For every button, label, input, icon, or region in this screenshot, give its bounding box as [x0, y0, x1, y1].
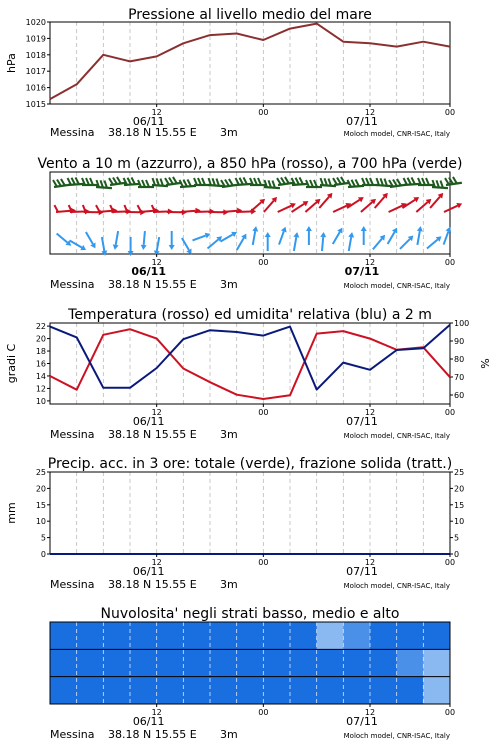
date-label: 07/11: [346, 565, 378, 578]
y-tick-label-right: 0: [454, 550, 460, 559]
wind-barb-700: [418, 178, 434, 185]
arrow-shaft: [400, 239, 410, 249]
cloud-cell: [290, 677, 317, 705]
arrow-shaft: [319, 197, 329, 208]
y-tick-label: 14: [35, 371, 46, 381]
wind-arrow-10m: [414, 226, 423, 246]
y-tick-label-right: 25: [454, 468, 465, 477]
date-label: 06/11: [132, 715, 165, 728]
arrow-head: [231, 229, 238, 237]
cloud-cell: [263, 677, 290, 705]
arrow-head: [446, 226, 453, 233]
cloud-cell: [343, 622, 370, 650]
model-credit: Moloch model, CNR-ISAC, Italy: [343, 432, 450, 440]
x-tick-label: 00: [258, 108, 269, 117]
date-label: 07/11: [346, 115, 378, 128]
arrow-shaft: [430, 197, 440, 208]
arrow-shaft: [294, 237, 296, 251]
x-tick-label: 00: [444, 408, 456, 417]
arrow-shaft: [86, 232, 93, 244]
arrow-shaft: [349, 237, 351, 251]
date-label: 06/11: [132, 115, 165, 128]
x-tick-label: 00: [258, 408, 269, 417]
wind-arrow-850: [303, 197, 322, 215]
arrow-shaft: [102, 237, 104, 251]
wind-arrow-10m: [425, 234, 443, 251]
wind-arrow-850: [54, 203, 76, 215]
cloud-cell: [423, 649, 450, 677]
arrow-shaft: [417, 231, 419, 245]
arrow-head: [392, 226, 400, 233]
cloud-cell: [370, 622, 397, 650]
cloud-cell: [130, 677, 157, 705]
location-name: Messina: [50, 578, 95, 591]
location-coords: 38.18 N 15.55 E: [108, 126, 197, 139]
date-label: 07/11: [346, 715, 378, 728]
wind-arrow-850: [401, 195, 421, 211]
arrow-shaft: [221, 235, 233, 242]
wind-arrow-10m: [153, 237, 162, 257]
arrow-head: [348, 232, 355, 238]
y-tick-label: 15: [35, 500, 46, 510]
wind-barb-700: [82, 178, 98, 185]
arrow-shaft: [181, 211, 196, 212]
wind-arrow-10m: [179, 236, 194, 255]
cloud-cell: [317, 677, 344, 705]
arrow-shaft: [388, 232, 395, 244]
x-tick-label: 12: [151, 108, 162, 117]
y-tick-label: 1020: [25, 18, 46, 27]
cloud-cell: [210, 677, 237, 705]
location-elevation: 3m: [220, 428, 238, 441]
y-tick-label: 0: [40, 550, 46, 559]
y-tick-label: 20: [35, 334, 46, 344]
plot-frame: [50, 472, 450, 554]
arrow-head: [90, 243, 98, 250]
arrow-shaft: [144, 231, 145, 245]
arrow-head: [306, 226, 312, 231]
cloud-cell: [263, 622, 290, 650]
wind-arrow-10m: [398, 233, 416, 251]
wind-arrow-10m: [385, 226, 400, 245]
location-elevation: 3m: [220, 278, 238, 291]
wind-arrow-850: [345, 195, 365, 211]
wind-arrow-850: [443, 201, 464, 215]
y-tick-label: 1017: [25, 67, 46, 77]
arrow-head: [101, 250, 108, 256]
model-credit: Moloch model, CNR-ISAC, Italy: [343, 130, 450, 138]
cloud-title: Nuvolosita' negli strati basso, medio e alto: [100, 606, 400, 622]
cloud-cell: [50, 622, 77, 650]
plot-frame: [50, 22, 450, 104]
date-label: 07/11: [344, 265, 380, 278]
cloud-cell: [77, 677, 104, 705]
arrow-head: [169, 245, 175, 250]
cloud-cell: [50, 649, 77, 677]
x-tick-label: 12: [151, 558, 162, 567]
cloud-cell: [157, 649, 184, 677]
temp-y-label: gradi C: [5, 343, 18, 384]
cloud-cell: [423, 677, 450, 705]
cloud-cell: [370, 677, 397, 705]
location-coords: 38.18 N 15.55 E: [108, 428, 197, 441]
arrow-shaft: [195, 211, 210, 212]
wind-arrow-10m: [291, 232, 300, 252]
wind-arrow-10m: [169, 231, 175, 250]
arrow-head: [281, 226, 288, 233]
x-tick-label: 12: [364, 558, 376, 567]
y-tick-label: 20: [35, 484, 46, 494]
wind-arrow-850: [332, 201, 353, 215]
humidity-series-line: [50, 325, 450, 390]
cloud-cell: [77, 622, 104, 650]
y-tick-label-right: 100: [454, 319, 470, 328]
wind-barb-700: [236, 177, 252, 185]
x-tick-label: 00: [444, 108, 456, 117]
wind-arrow-10m: [68, 238, 87, 253]
wind-barb-700: [180, 179, 196, 187]
cloud-cell: [103, 649, 130, 677]
arrow-shaft: [375, 197, 385, 208]
arrow-head: [417, 226, 424, 232]
location-coords: 38.18 N 15.55 E: [108, 728, 197, 741]
location-name: Messina: [50, 278, 95, 291]
cloud-cell: [397, 649, 424, 677]
y-tick-label-right: 60: [454, 391, 465, 400]
y-tick-label: 10: [35, 517, 46, 527]
y-tick-label: 1018: [25, 50, 46, 60]
wind-arrow-10m: [191, 231, 211, 243]
wind-arrow-850: [69, 204, 90, 215]
cloud-cell: [157, 677, 184, 705]
cloud-cell: [210, 622, 237, 650]
arrow-shaft: [278, 206, 292, 212]
cloud-cell: [343, 677, 370, 705]
y-tick-label: 16: [35, 359, 46, 369]
cloud-cell: [50, 677, 77, 705]
wind-arrow-10m: [83, 230, 98, 249]
arrow-shaft: [264, 201, 274, 212]
wind-arrow-10m: [128, 237, 134, 256]
arrow-shaft: [333, 206, 347, 212]
cloud-cell: [397, 677, 424, 705]
location-coords: 38.18 N 15.55 E: [108, 578, 197, 591]
arrow-head: [252, 226, 259, 232]
x-tick-label: 12: [364, 108, 376, 117]
x-tick-label: 12: [364, 408, 376, 417]
humidity-y-label: %: [479, 358, 492, 369]
cloud-cell: [183, 622, 210, 650]
y-tick-label: 1019: [25, 34, 46, 44]
cloud-cell: [77, 649, 104, 677]
y-tick-label-right: 70: [454, 373, 465, 382]
cloud-cell: [237, 677, 264, 705]
pressure-series-line: [50, 24, 450, 100]
x-tick-label: 12: [151, 258, 162, 267]
model-credit: Moloch model, CNR-ISAC, Italy: [343, 732, 450, 740]
y-tick-label: 25: [35, 468, 46, 477]
cloud-cell: [157, 622, 184, 650]
arrow-shaft: [237, 238, 244, 250]
cloud-cell: [183, 677, 210, 705]
wind-arrow-10m: [306, 226, 312, 245]
x-tick-label: 12: [151, 708, 162, 717]
wind-arrow-10m: [361, 226, 367, 245]
cloud-cell: [130, 649, 157, 677]
x-tick-label: 00: [444, 258, 456, 267]
date-label: 06/11: [131, 265, 166, 278]
x-tick-label: 00: [444, 558, 456, 567]
x-tick-label: 00: [444, 708, 456, 717]
arrow-head: [320, 232, 326, 238]
arrow-shaft: [236, 211, 251, 212]
location-elevation: 3m: [220, 126, 238, 139]
arrow-head: [361, 226, 367, 231]
precip-y-label: mm: [5, 502, 18, 524]
y-tick-label-right: 20: [454, 484, 465, 494]
cloud-cell: [317, 622, 344, 650]
wind-barb-700: [109, 176, 126, 185]
cloud-cell: [290, 622, 317, 650]
wind-barb-700: [306, 180, 322, 187]
arrow-head: [186, 249, 194, 256]
y-tick-label: 5: [40, 533, 46, 543]
x-tick-label: 00: [258, 558, 269, 567]
arrow-shaft: [389, 206, 403, 212]
arrow-shaft: [70, 241, 82, 248]
wind-arrow-10m: [319, 232, 327, 251]
wind-barb-700: [445, 176, 462, 185]
pressure-y-label: hPa: [5, 53, 18, 73]
location-elevation: 3m: [220, 578, 238, 591]
wind-arrow-10m: [219, 229, 238, 244]
cloud-cell: [103, 677, 130, 705]
arrow-shaft: [444, 206, 458, 212]
arrow-shaft: [279, 231, 284, 244]
y-tick-label-right: 15: [454, 500, 465, 510]
arrow-head: [337, 226, 345, 233]
y-tick-label: 1016: [25, 83, 46, 93]
arrow-shaft: [427, 240, 438, 249]
cloud-cell: [237, 649, 264, 677]
wind-arrow-850: [110, 204, 131, 215]
arrow-shaft: [222, 211, 237, 212]
wind-title: Vento a 10 m (azzurro), a 850 hPa (rosso), a 700 hPa (verde): [37, 156, 463, 172]
x-tick-label: 00: [258, 708, 269, 717]
wind-barb-700: [194, 178, 210, 185]
wind-arrow-850: [276, 201, 297, 215]
x-tick-label: 12: [364, 708, 376, 717]
arrow-shaft: [208, 240, 219, 249]
wind-arrow-850: [387, 201, 408, 215]
arrow-shaft: [116, 231, 118, 245]
x-tick-label: 12: [364, 258, 376, 267]
pressure-title: Pressione al livello medio del mare: [128, 7, 372, 23]
wind-arrow-850: [152, 204, 173, 215]
model-credit: Moloch model, CNR-ISAC, Italy: [343, 582, 450, 590]
y-tick-label: 12: [35, 384, 46, 394]
precip-title: Precip. acc. in 3 ore: totale (verde), frazione solida (tratt.): [47, 456, 453, 472]
date-label: 06/11: [132, 415, 165, 428]
location-name: Messina: [50, 728, 95, 741]
location-elevation: 3m: [220, 728, 238, 741]
y-tick-label: 10: [35, 396, 46, 406]
arrow-head: [241, 232, 249, 239]
wind-barb-700: [348, 179, 364, 187]
wind-arrow-10m: [265, 232, 271, 251]
cloud-cell: [290, 649, 317, 677]
arrow-shaft: [57, 234, 68, 243]
wind-arrow-10m: [55, 231, 73, 248]
wind-arrow-10m: [112, 231, 121, 251]
date-label: 07/11: [346, 415, 378, 428]
y-tick-label-right: 90: [454, 337, 465, 346]
cloud-cell: [423, 622, 450, 650]
wind-barb-700: [138, 180, 154, 187]
x-tick-label: 12: [151, 408, 162, 417]
temp-title: Temperatura (rosso) ed umidita' relativa (blu) a 2 m: [68, 307, 432, 323]
arrow-head: [140, 245, 146, 251]
arrow-head: [112, 244, 119, 250]
arrow-shaft: [444, 231, 449, 244]
arrow-shaft: [250, 202, 261, 212]
cloud-cell: [263, 649, 290, 677]
y-tick-label-right: 5: [454, 533, 460, 543]
arrow-shaft: [416, 202, 427, 212]
arrow-shaft: [253, 231, 255, 245]
location-name: Messina: [50, 126, 95, 139]
cloud-cell: [237, 622, 264, 650]
wind-barb-700: [404, 177, 420, 185]
cloud-cell: [183, 649, 210, 677]
cloud-cell: [317, 649, 344, 677]
arrow-head: [456, 201, 463, 209]
wind-arrow-10m: [371, 233, 388, 251]
wind-arrow-10m: [276, 226, 288, 246]
arrow-shaft: [333, 232, 340, 244]
date-label: 06/11: [132, 565, 165, 578]
model-credit: Moloch model, CNR-ISAC, Italy: [343, 282, 450, 290]
arrow-shaft: [373, 239, 382, 250]
location-name: Messina: [50, 428, 95, 441]
arrow-head: [80, 245, 87, 253]
cloud-cell: [397, 622, 424, 650]
cloud-cell: [103, 622, 130, 650]
wind-arrow-10m: [441, 226, 453, 246]
arrow-shaft: [193, 236, 206, 241]
wind-arrow-10m: [330, 226, 345, 245]
wind-barb-700: [68, 177, 84, 185]
y-tick-label: 1015: [25, 100, 46, 109]
wind-arrow-10m: [99, 237, 108, 257]
arrow-shaft: [361, 202, 372, 212]
arrow-shaft: [322, 237, 323, 251]
y-tick-label-right: 10: [454, 517, 465, 527]
cloud-cell: [210, 649, 237, 677]
cloud-cell: [370, 649, 397, 677]
wind-arrow-10m: [206, 234, 224, 251]
y-tick-label: 22: [35, 322, 46, 332]
wind-arrow-10m: [140, 231, 148, 250]
arrow-head: [293, 232, 300, 238]
cloud-cell: [130, 622, 157, 650]
wind-arrow-10m: [250, 226, 259, 246]
location-coords: 38.18 N 15.55 E: [108, 278, 197, 291]
wind-arrow-10m: [346, 232, 355, 252]
y-tick-label: 18: [35, 347, 46, 357]
arrow-shaft: [157, 237, 159, 251]
plot-frame: [50, 323, 450, 404]
cloud-cell: [343, 649, 370, 677]
x-tick-label: 00: [258, 258, 269, 267]
wind-arrow-850: [262, 195, 280, 214]
arrow-head: [265, 232, 271, 237]
wind-barb-700: [277, 176, 294, 185]
y-tick-label-right: 80: [454, 355, 465, 364]
arrow-head: [290, 201, 297, 209]
